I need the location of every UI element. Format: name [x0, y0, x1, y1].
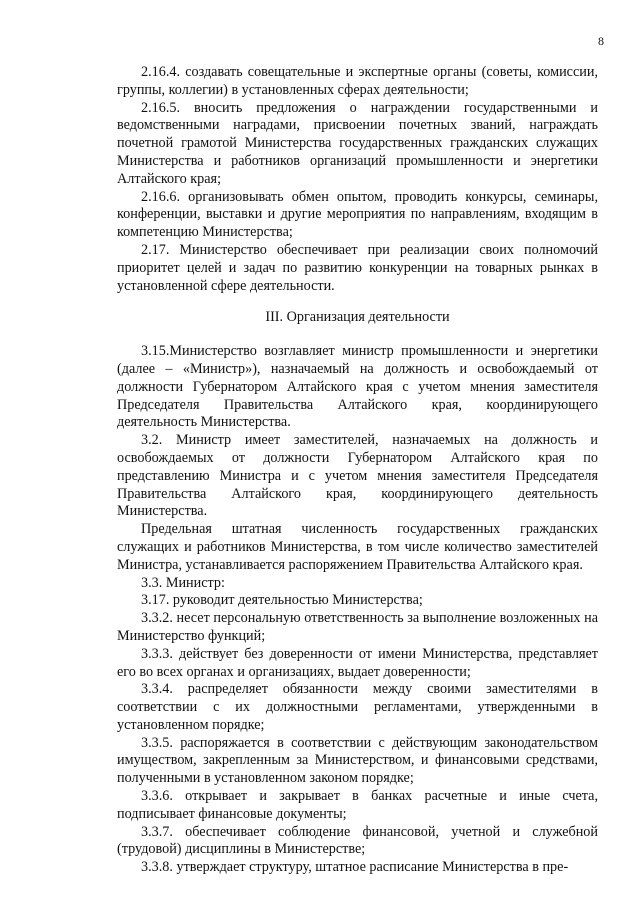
- paragraph-3-3-6: 3.3.6. открывает и закрывает в банках расчетные и иные счета, подписывает финансовые документы;: [117, 788, 598, 822]
- paragraph-staff-limit: Предельная штатная численность государственных гражданских служащих и работников Министерства, в том числе количество заместителей Министра, устанавливается распоряжением Правительства Алтайского края.: [117, 521, 598, 573]
- document-body: [117, 64, 598, 877]
- paragraph-3-17: 3.17. руководит деятельностью Министерства;: [141, 592, 423, 609]
- paragraph-2-16-5: 2.16.5. вносить предложения о награждении государственными и ведомственными наградами, присвоении почетных званий, награждать почетной грамотой Министерства государственных гражданских служащих Министерства и работников организаций промышленности и энергетики Алтайского края;: [117, 99, 598, 187]
- paragraph-2-16-6: 2.16.6. организовывать обмен опытом, проводить конкурсы, семинары, конференции, выставки и другие мероприятия по направлениям, входящим в компетенцию Министерства;: [117, 188, 598, 241]
- paragraph-3-3-4: 3.3.4. распределяет обязанности между своими заместителями в соответствии с их должностными регламентами, утвержденными в установленном порядке;: [117, 681, 598, 733]
- paragraph-3-2: 3.2. Министр имеет заместителей, назначаемых на должность и освобождаемых от должности Губернатором Алтайского края по представлению Министра и с учетом мнения заместителя Председателя Правительства Алтайского края, координирующего деятельность Министерства.: [117, 432, 598, 520]
- paragraph-2-17: 2.17. Министерство обеспечивает при реализации своих полномочий приоритет целей и задач по развитию конкуренции на товарных рынках в установленной сфере деятельности.: [117, 241, 598, 294]
- paragraph-3-15: 3.15.Министерство возглавляет министр промышленности и энергетики (далее – «Министр»), назначаемый на должность и освобождаемый от должности Губернатором Алтайского края с учетом мнения заместителя Председателя Правительства Алтайского края, координирующего деятельность Министерства.: [117, 343, 598, 431]
- page-number: 8: [598, 34, 604, 48]
- section-heading: III. Организация деятельности: [265, 309, 450, 326]
- paragraph-2-16-4: 2.16.4. создавать совещательные и экспертные органы (советы, комиссии, группы, коллегии) в установленных сферах деятельности;: [117, 64, 598, 98]
- paragraph-3-3: 3.3. Министр:: [141, 574, 225, 591]
- paragraph-3-3-5: 3.3.5. распоряжается в соответствии с действующим законодательством имуществом, закрепленным за Министерством, и финансовыми средствами, полученными в установленном законом порядке;: [117, 734, 598, 787]
- paragraph-3-3-8: 3.3.8. утверждает структуру, штатное расписание Министерства в пре-: [141, 859, 569, 876]
- paragraph-3-3-3: 3.3.3. действует без доверенности от имени Министерства, представляет его во всех органах и организациях, выдает доверенности;: [117, 645, 598, 680]
- paragraph-3-3-2: 3.3.2. несет персональную ответственность за выполнение возложенных на Министерство функций;: [117, 610, 598, 644]
- paragraph-3-3-7: 3.3.7. обеспечивает соблюдение финансовой, учетной и служебной (трудовой) дисциплины в Министерстве;: [117, 823, 598, 858]
